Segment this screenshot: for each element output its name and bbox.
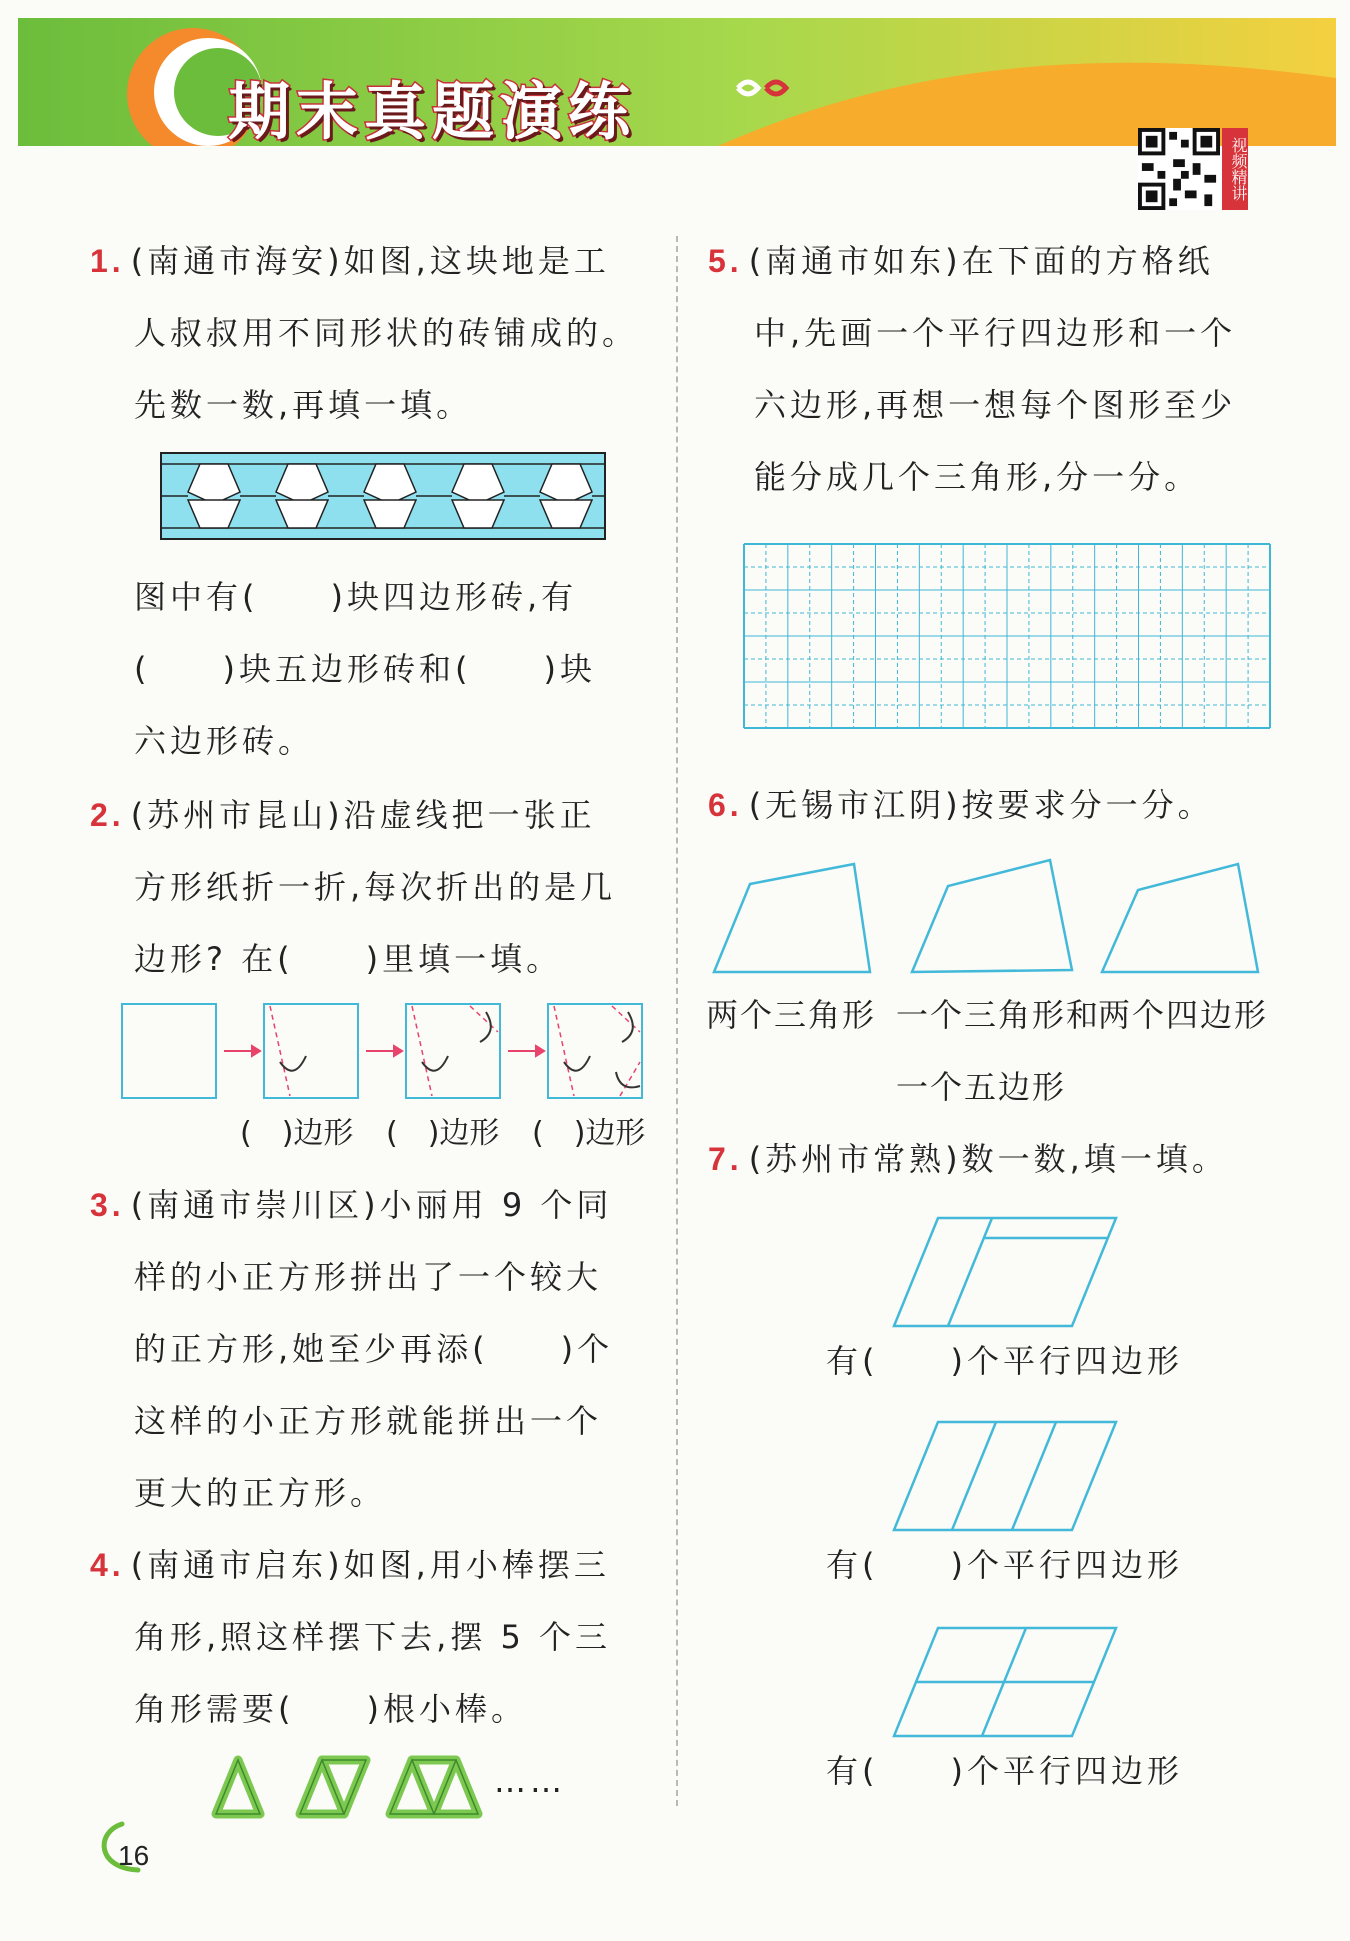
q5-line-4: 能分成几个三角形,分一分。 — [754, 458, 1201, 496]
q2-line-3: 边形? 在( )里填一填。 — [134, 940, 563, 978]
q7-answer-2[interactable]: 有( )个平行四边形 — [826, 1546, 1183, 1584]
q4-ellipsis: …… — [494, 1762, 566, 1800]
q7-figure-3 — [890, 1624, 1120, 1740]
q3-line-1: 3. (南通市崇川区)小丽用 9 个同 — [90, 1186, 613, 1224]
q3-line-4: 这样的小正方形就能拼出一个 — [134, 1402, 603, 1440]
q7-line-1: 7. (苏州市常熟)数一数,填一填。 — [708, 1140, 1228, 1178]
q6-label-4: 一个五边形 — [896, 1068, 1067, 1106]
q6-quadrilateral-3 — [1102, 864, 1258, 972]
q3-line-5: 更大的正方形。 — [134, 1474, 387, 1512]
q2-answer-1[interactable]: ( )边形 — [240, 1116, 354, 1151]
q7-figure-1 — [890, 1214, 1120, 1330]
qr-code-icon[interactable] — [1138, 128, 1220, 210]
q7-answer-1[interactable]: 有( )个平行四边形 — [826, 1342, 1183, 1380]
q2-fold-figure — [120, 1002, 650, 1102]
q7-answer-3[interactable]: 有( )个平行四边形 — [826, 1752, 1183, 1790]
q5-line-3: 六边形,再想一想每个图形至少 — [754, 386, 1237, 424]
q4-line-2: 角形,照这样摆下去,摆 5 个三 — [134, 1618, 612, 1656]
page-number: 16 — [118, 1840, 150, 1871]
q1-line-3: 先数一数,再填一填。 — [134, 386, 473, 424]
q1-answer-1[interactable]: 图中有( )块四边形砖,有 — [134, 578, 578, 616]
q6-label-3: 两个四边形 — [1098, 996, 1269, 1034]
q6-line-1: 6. (无锡市江阴)按要求分一分。 — [708, 786, 1214, 824]
q2-line-2: 方形纸折一折,每次折出的是几 — [134, 868, 617, 906]
qr-label: 视频精讲 — [1222, 128, 1248, 210]
q5-line-2: 中,先画一个平行四边形和一个 — [754, 314, 1237, 352]
q6-quadrilateral-1 — [714, 864, 870, 972]
q4-sticks-figure — [210, 1752, 500, 1820]
q6-label-1: 两个三角形 — [706, 996, 877, 1034]
q1-line-2: 人叔叔用不同形状的砖铺成的。 — [134, 314, 639, 352]
q7-figure-2 — [890, 1418, 1120, 1534]
q5-grid-paper[interactable] — [742, 542, 1272, 730]
q3-line-2: 样的小正方形拼出了一个较大 — [134, 1258, 603, 1296]
q1-line-1: 1. (南通市海安)如图,这块地是工 — [90, 242, 610, 280]
q3-line-3[interactable]: 的正方形,她至少再添( )个 — [134, 1330, 614, 1368]
q4-line-1: 4. (南通市启东)如图,用小棒摆三 — [90, 1546, 610, 1584]
q1-answer-3: 六边形砖。 — [134, 722, 315, 760]
q6-quadrilateral-2 — [912, 860, 1072, 972]
page-title: 期末真题演练 — [228, 75, 637, 148]
q6-shapes-figure — [710, 854, 1270, 976]
q2-answer-3[interactable]: ( )边形 — [532, 1116, 646, 1151]
column-divider — [676, 236, 678, 1806]
q6-label-2: 一个三角形和 — [896, 996, 1101, 1034]
q5-line-1: 5. (南通市如东)在下面的方格纸 — [708, 242, 1214, 280]
q2-answer-2[interactable]: ( )边形 — [386, 1116, 500, 1151]
q2-line-1: 2. (苏州市昆山)沿虚线把一张正 — [90, 796, 596, 834]
header-banner — [18, 18, 1336, 146]
q4-line-3[interactable]: 角形需要( )根小棒。 — [134, 1690, 527, 1728]
q1-tile-figure — [160, 452, 606, 540]
q1-answer-2[interactable]: ( )块五边形砖和( )块 — [134, 650, 596, 688]
